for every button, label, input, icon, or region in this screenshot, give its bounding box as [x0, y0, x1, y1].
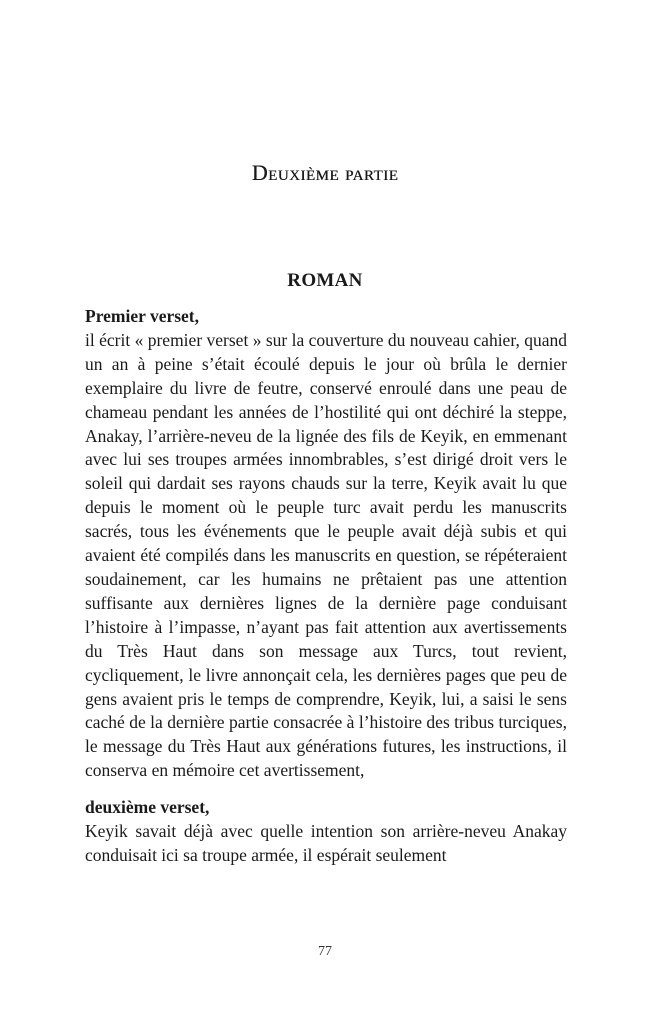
verse-block-2 [85, 796, 567, 868]
verse-heading: Premier verset, [85, 306, 200, 326]
verse-block-1 [85, 305, 567, 783]
part-title: Deuxième partie [251, 160, 399, 185]
page-body [85, 305, 567, 868]
verse-heading: deuxième verset, [85, 797, 210, 818]
verse-text: il écrit « premier verset » sur la couverture du nouveau cahier, quand un an à peine s’était écoulé depuis le jour où brûla le dernier exemplaire du livre de feutre, conservé enroulé dans une peau de chameau pendant les années de l’hostilité qui ont déchiré la steppe, Anakay, l’arrière-neveu de la lignée des fils de Keyik, en emmenant avec lui ses troupes armées innombrables, s’est dirigé droit vers le soleil qui dardait ses rayons chauds sur la terre, Keyik avait lu que depuis le moment où le peuple turc avait perdu les manuscrits sacrés, tous les événements que le peuple avait déjà subis et qui avaient été compilés dans les manuscrits en question, se répéteraient soudainement, car les humains ne prêtaient pas une attention suffisante aux dernières lignes de la dernière page conduisant l’histoire à l’impasse, n’ayant pas fait attention aux avertissements du Très Haut dans son message aux Turcs, tout revient, cycliquement, le livre annonçait cela, les dernières pages que peu de gens avaient pris le temps de comprendre, Keyik, lui, a saisi le sens caché de la dernière partie consacrée à l’histoire des tribus turciques, le message du Très Haut aux générations futures, les instructions, il conserva en mémoire cet avertissement, [85, 329, 567, 781]
verse-text: Keyik savait déjà avec quelle intention son arrière-neveu Anakay conduisait ici sa troupe armée, il espérait seulement [85, 821, 567, 865]
page-number: 77 [318, 944, 332, 959]
section-title: ROMAN [287, 270, 363, 291]
